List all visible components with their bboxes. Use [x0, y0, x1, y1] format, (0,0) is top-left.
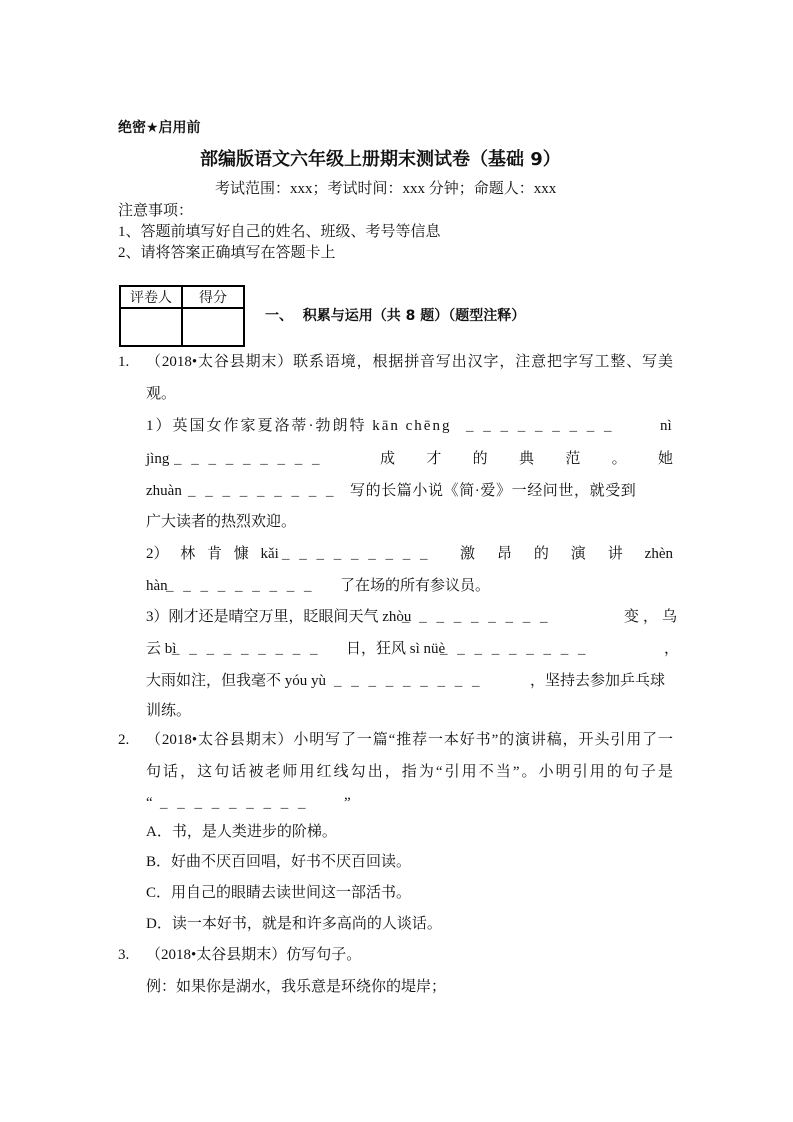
q2-option-c[interactable]: C．用自己的眼睛去读世间这一部活书。 [146, 885, 412, 901]
q1-text: ， [664, 641, 680, 657]
pinyin: jìng [146, 451, 170, 467]
q1-text: ，坚持去参加乒乓球 [530, 673, 666, 689]
q1-text: 了在场的所有参议员。 [340, 578, 491, 594]
q1-text: 训练。 [146, 703, 192, 719]
q2-stem-cont: 句话，这句话被老师用红线勾出，指为“引用不当”。小明引用的句子是 [146, 764, 673, 780]
q1-text: 激 昂 的 演 讲 zhèn [460, 546, 673, 562]
grader-header: 评卷人 [120, 286, 182, 308]
q1-number: 1. [118, 354, 130, 370]
notice-item: 2、请将答案正确填写在答题卡上 [118, 245, 336, 261]
q2-option-d[interactable]: D．读一本好书，就是和许多高尚的人谈话。 [146, 916, 442, 932]
q1-stem: （2018•太谷县期末）联系语境，根据拼音写出汉字，注意把字写工整、写美 [146, 354, 673, 370]
q3-example: 例：如果你是湖水，我乐意是环绕你的堤岸； [146, 979, 447, 995]
score-table [119, 285, 245, 347]
answer-blank[interactable]: _ _ _ _ _ _ _ _ _ [334, 673, 483, 689]
pinyin: zhuàn [146, 483, 182, 499]
q1-part2: 2） 林 肯 慷 kǎi [146, 546, 279, 562]
q1-part3: 3）刚才还是晴空万里，眨眼间天气 zhòu [146, 609, 412, 625]
answer-blank[interactable]: _ _ _ _ _ _ _ _ _ [160, 795, 309, 811]
q3-number: 3. [118, 947, 130, 963]
pinyin: nì [660, 418, 672, 434]
q2-option-a[interactable]: A．书，是人类进步的阶梯。 [146, 824, 337, 840]
score-cell [182, 308, 244, 346]
q1-text: 日，狂风 sì nüè [346, 641, 446, 657]
q2-option-b[interactable]: B．好曲不厌百回唱，好书不厌百回读。 [146, 854, 412, 870]
q1-text: 大雨如注，但我毫不 yóu yù [146, 673, 327, 689]
notice-item: 1、答题前填写好自己的姓名、班级、考号等信息 [118, 224, 441, 240]
q1-part1: 1）英国女作家夏洛蒂·勃朗特 kān chēng [146, 418, 452, 434]
q1-text: 云 bì [146, 641, 177, 657]
answer-blank[interactable]: _ _ _ _ _ _ _ _ _ [166, 578, 315, 594]
q2-number: 2. [118, 732, 130, 748]
q3-stem: （2018•太谷县期末）仿写句子。 [146, 947, 362, 963]
answer-blank[interactable]: _ _ _ _ _ _ _ _ _ [402, 609, 551, 625]
answer-blank[interactable]: _ _ _ _ _ _ _ _ _ [282, 546, 431, 562]
answer-blank[interactable]: _ _ _ _ _ _ _ _ _ [440, 641, 589, 657]
secret-label: 绝密★启用前 [118, 120, 201, 136]
q1-text: 广大读者的热烈欢迎。 [146, 514, 297, 530]
q2-stem: （2018•太谷县期末）小明写了一篇“推荐一本好书”的演讲稿，开头引用了一 [146, 732, 673, 748]
answer-blank[interactable]: _ _ _ _ _ _ _ _ _ [188, 483, 337, 499]
answer-blank[interactable]: _ _ _ _ _ _ _ _ _ [174, 451, 323, 467]
score-header: 得分 [182, 286, 244, 308]
page-title: 部编版语文六年级上册期末测试卷（基础 9） [200, 149, 561, 170]
answer-blank[interactable]: _ _ _ _ _ _ _ _ _ [172, 641, 321, 657]
quote-mark: “ [146, 795, 153, 811]
answer-blank[interactable]: _ _ _ _ _ _ _ _ _ [466, 418, 615, 434]
q1-stem-cont: 观。 [146, 386, 177, 402]
q1-text: 写的长篇小说《简·爱》一经问世，就受到 [350, 483, 637, 499]
section-title: 一、 积累与运用（共 8 题）（题型注释） [265, 308, 526, 324]
grader-cell [120, 308, 182, 346]
q1-text: 变，乌 [624, 609, 682, 625]
exam-info: 考试范围：xxx；考试时间：xxx 分钟；命题人：xxx [215, 181, 557, 197]
quote-mark: ” [344, 795, 351, 811]
notice-title: 注意事项： [118, 203, 194, 219]
pinyin: hàn [146, 578, 168, 594]
q1-text: 成 才 的 典 范 。 她 [380, 451, 673, 467]
